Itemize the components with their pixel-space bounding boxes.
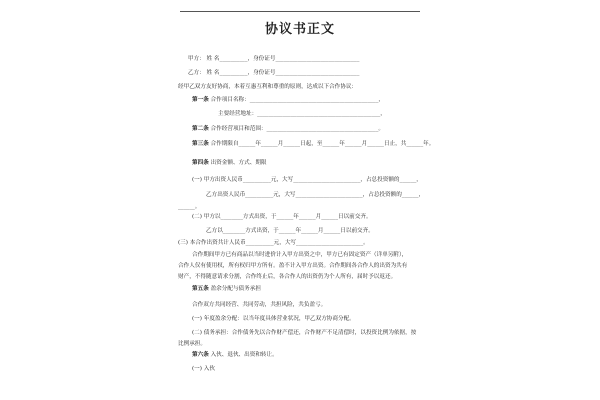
article-4-item-1-a: (一) 甲方出资人民币__________元，大写________________________，占总投资额的______， [192, 177, 422, 183]
article-4-para-1: 合作期间甲方已有商品以当时进价计入甲方出资之中，甲方已有固定资产（详单另附）， [192, 252, 408, 258]
article-5-item-1: (一) 年度盈余分配：以当年度具体营业状况，甲乙双方协商分配。 [192, 316, 355, 322]
article-5-item-2-a: (二) 债务承担：合作债务先以合作财产偿还，合作财产不足清偿时，以投资比例为依据，按 [192, 330, 417, 336]
party-b-line: 乙方： 姓 名__________，身份证号______________________________ [188, 70, 360, 76]
article-5-item-2-b: 比例承担。 [178, 341, 206, 347]
intro-line: 经甲乙双方友好协商，本着互惠互利和尊重的原则，达成以下合作协议： [178, 84, 358, 90]
article-4-item-1-b: 乙方出资人民币__________元，大写________________________，占总投资额的______， [206, 192, 425, 198]
article-5-intro: 合作双方共同经营、共同劳动，共担风险，共负盈亏。 [192, 302, 327, 308]
article-1: 第一条 合作项目名称：______________________________________________， [192, 97, 384, 103]
article-4-item-2-b: 乙方以________方式出资，于______年______月______日以前交齐。 [206, 228, 374, 234]
page-title: 协议书正文 [264, 22, 335, 37]
article-4-item-1-c: ______。 [178, 204, 201, 210]
article-4-para-3: 财产，不得随意请求分割，合作终止后，各合作人的出资仍为个人所有，届时予以返还。 [178, 274, 397, 280]
article-4-para-2: 合作人仅有使用权，所有权归甲方所有。盈不计入甲方出资。合作期间各合作人的出资为共有 [178, 263, 408, 269]
top-rule [180, 11, 420, 12]
article-4-item-3: (三) 本合作出资共计人民币__________元，大写________________________。 [178, 240, 369, 246]
article-2: 第二条 合作经营项目和范围：________________________________________。 [192, 126, 384, 132]
article-5: 第五条 盈余分配与债务承担 [192, 286, 261, 292]
article-3: 第三条 合作期限自______年______月______日起，至______年______月______日止，共______年。 [192, 141, 435, 147]
article-1-address: 主要经营地址：____________________________________________， [218, 111, 386, 117]
article-6: 第六条 入伙、退伙、出资和转让。 [192, 352, 278, 358]
article-6-item-1: (一) 入伙 [192, 366, 215, 372]
article-4: 第四条 出资金额、方式、期限 [192, 160, 267, 166]
article-4-item-2-a: (二) 甲方以________方式出资，于______年______月______日以前交齐。 [192, 214, 372, 220]
party-a-line: 甲方： 姓 名__________，身份证号______________________________ [188, 56, 360, 62]
